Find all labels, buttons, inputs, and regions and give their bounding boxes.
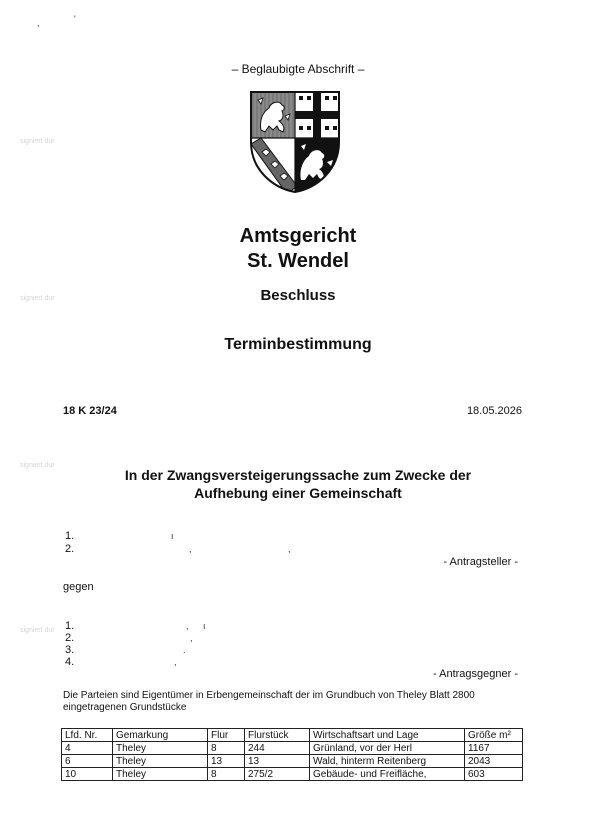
table-cell: 2043 [465,755,523,768]
table-cell: Theley [113,768,208,781]
respondent-role: - Antragsgegner - [433,668,518,680]
respondent-number: 4. [65,656,75,668]
redaction-remnant: , [190,633,193,643]
table-cell: Wald, hinterm Reitenberg [310,755,465,768]
margin-mark: signiert dur [20,462,55,469]
respondent-number: 1. [65,620,75,632]
table-cell: Theley [113,755,208,768]
column-header: Größe m² [465,729,523,742]
certified-copy-note: – Beglaubigte Abschrift – [231,62,365,76]
table-cell: 1167 [465,742,523,755]
respondent-number: 3. [65,644,75,656]
redaction-remnant: ı [171,531,174,541]
table-cell: 4 [62,742,113,755]
table-cell: 275/2 [245,768,310,781]
document-title: Terminbestimmung [224,336,372,353]
against-label: gegen [63,581,94,593]
column-header: Flurstück [245,729,310,742]
applicant-role: - Antragsteller - [443,556,518,568]
redaction-remnant: , [288,544,291,554]
column-header: Wirtschaftsart und Lage [310,729,465,742]
subject-line-1: In der Zwangsversteigerungssache zum Zwecke der [124,467,472,483]
redaction-remnant: ı [203,621,206,631]
decision-label: Beschluss [260,287,336,304]
table-cell: 6 [62,755,113,768]
table-cell: 244 [245,742,310,755]
case-number: 18 K 23/24 [63,405,117,417]
column-header: Gemarkung [113,729,208,742]
court-name: Amtsgericht [239,225,357,247]
table-row [62,742,523,755]
table-cell: Grünland, vor der Herl [310,742,465,755]
table-header-row [62,729,523,742]
redaction-remnant: . [183,645,186,655]
applicant-number: 1. [65,530,75,542]
redaction-remnant: , [189,544,192,554]
table-cell: 603 [465,768,523,781]
court-city: St. Wendel [247,250,349,272]
table-cell: Gebäude- und Freifläche, [310,768,465,781]
case-date: 18.05.2026 [466,405,522,417]
applicant-number: 2. [65,543,75,555]
subject-line-2: Aufhebung einer Gemeinschaft [194,485,402,501]
table-cell: 13 [208,755,245,768]
table-cell: 13 [245,755,310,768]
scan-speck: ' [74,14,76,24]
table-cell: 8 [208,768,245,781]
margin-mark: signiert dur [20,295,55,302]
margin-mark: signiert dur [20,138,55,145]
redaction-remnant: , [174,657,177,667]
table-row [62,768,523,781]
margin-mark: signiert dur [20,627,55,634]
column-header: Lfd. Nr. [62,729,113,742]
table-row [62,755,523,768]
column-header: Flur [208,729,245,742]
parcels-table [61,728,523,781]
table-cell: 10 [62,768,113,781]
redaction-remnant: , [186,621,189,631]
coat-of-arms-icon [249,90,341,194]
table-cell: 8 [208,742,245,755]
respondent-number: 2. [65,632,75,644]
ownership-paragraph: Die Parteien sind Eigentümer in Erbengemeinschaft der im Grundbuch von Theley Blatt 2800 eingetragenen Grundstücke [63,690,475,713]
scan-speck: , [37,18,40,28]
table-cell: Theley [113,742,208,755]
